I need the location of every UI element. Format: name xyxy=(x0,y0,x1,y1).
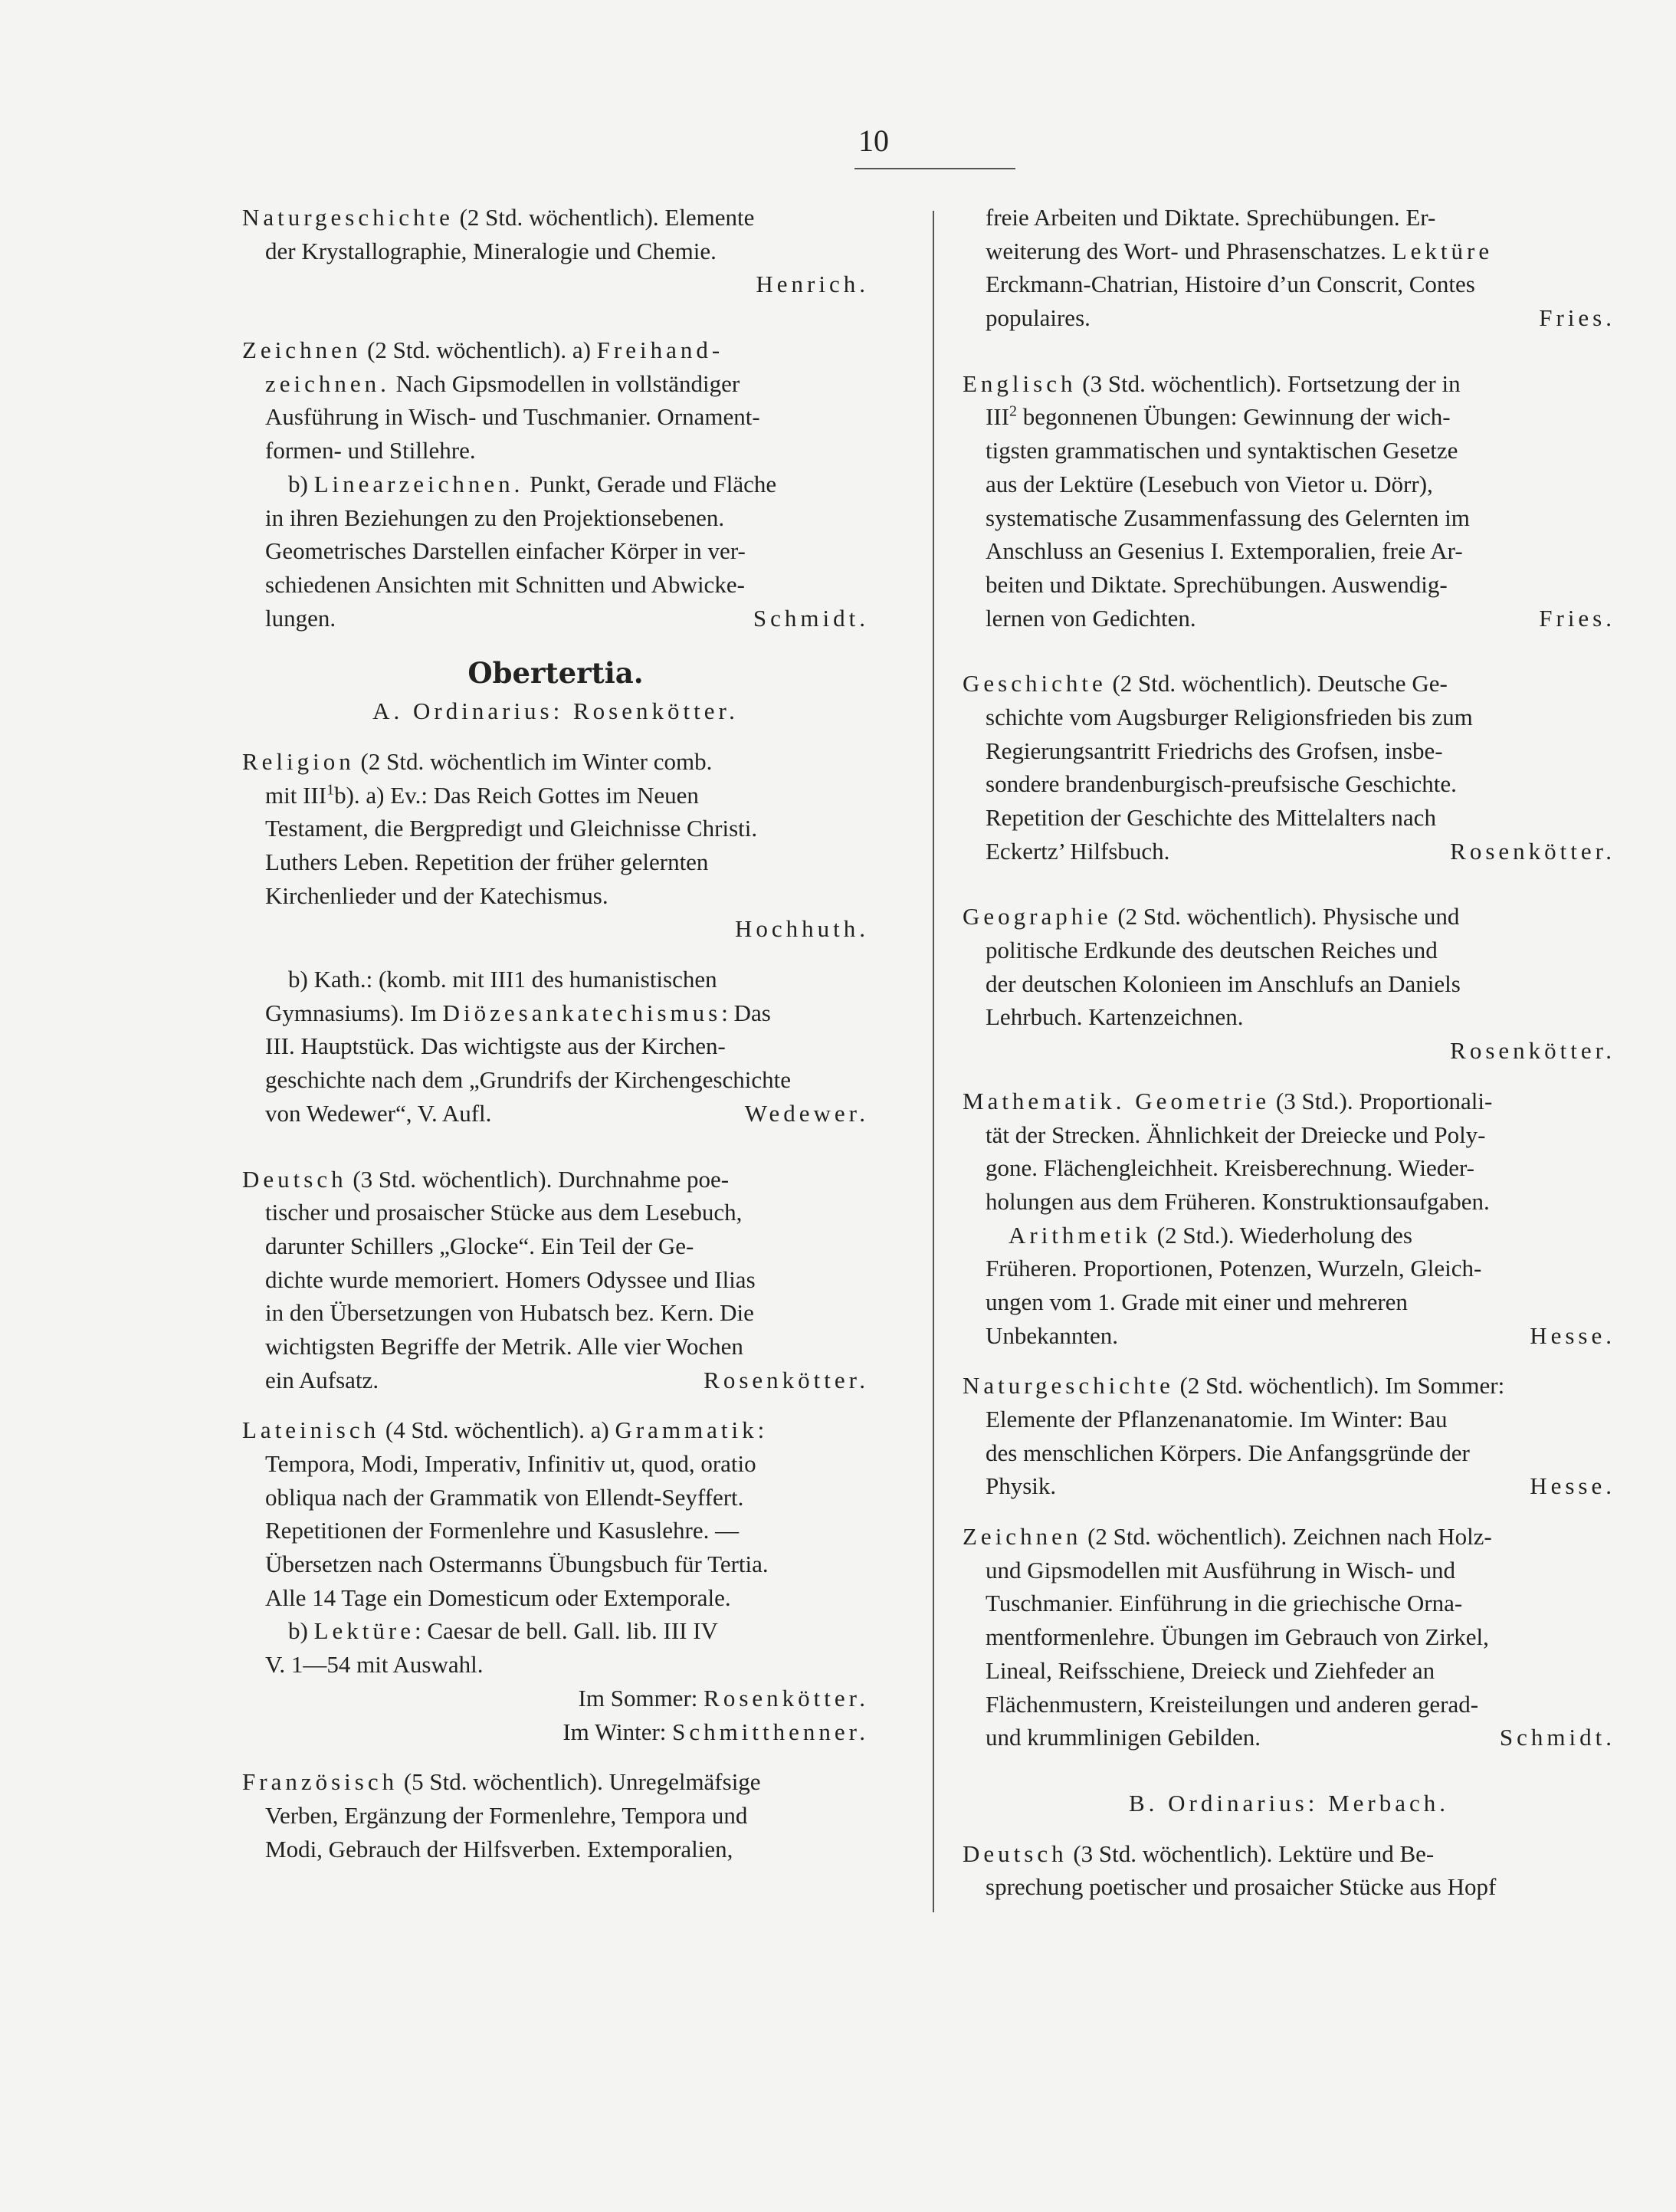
section-zeichnen xyxy=(242,333,869,635)
text-spaced: Geometrie xyxy=(1135,1087,1271,1114)
text: Ev. xyxy=(390,781,421,809)
text: (3 Std.). Proportionali- xyxy=(1270,1087,1493,1114)
text-line: Luthers Leben. Repetition der früher gelernten xyxy=(265,848,709,875)
text: (3 Std. wöchentlich). Durchnahme poe- xyxy=(346,1165,730,1193)
teacher-signature: Hesse. xyxy=(1530,1472,1615,1500)
text-line: tigsten grammatischen und syntaktischen Gesetze xyxy=(986,437,1458,464)
page-number-rule xyxy=(854,168,1015,169)
text-line: des menschlichen Körpers. Die Anfangsgründe der xyxy=(986,1439,1470,1466)
text: : (komb. mit III1 des humanistischen xyxy=(366,966,717,993)
subject-name: Geographie xyxy=(963,903,1112,930)
text-line: geschichte nach dem „Grundrifs der Kirchengeschichte xyxy=(265,1066,792,1094)
section-naturgeschichte-right xyxy=(963,1369,1615,1503)
subject-name: Naturgeschichte xyxy=(242,204,454,231)
section-geschichte xyxy=(963,667,1615,868)
text: Punkt, Gerade und Fläche xyxy=(523,470,777,497)
text-line xyxy=(242,201,869,235)
text-line: gone. Flächengleichheit. Kreisberechnung. Wieder- xyxy=(986,1154,1474,1182)
text: (3 Std. wöchentlich). Fortsetzung der in xyxy=(1076,369,1461,397)
text-line: Tuschmanier. Einführung in die griechische Orna- xyxy=(986,1590,1463,1617)
text-line: in den Übersetzungen von Hubatsch bez. Kern. Die xyxy=(265,1299,754,1327)
teacher-signature: Henrich. xyxy=(756,271,869,298)
text-line: obliqua nach der Grammatik von Ellendt-Seyffert. xyxy=(265,1483,744,1511)
teacher-signature: Hochhuth. xyxy=(734,915,869,943)
text: : xyxy=(757,1416,765,1444)
text-line: formen- und Stillehre. xyxy=(265,437,476,464)
column-divider xyxy=(933,211,934,1912)
text-line: dichte wurde memoriert. Homers Odyssee und Ilias xyxy=(265,1265,756,1293)
superscript: 1 xyxy=(326,781,335,799)
text: Im Sommer: xyxy=(578,1684,704,1712)
text-line: mentformenlehre. Übungen im Gebrauch von Zirkel, xyxy=(986,1623,1489,1651)
text: populaires. xyxy=(986,304,1091,332)
teacher-signature: Wedewer. xyxy=(744,1099,869,1127)
text: (2 Std.). Wiederholung des xyxy=(1151,1221,1412,1249)
text: (2 Std. wöchentlich). Deutsche Ge- xyxy=(1106,670,1448,697)
subject-name: Geschichte xyxy=(963,670,1107,697)
section-heading-obertertia: Obertertia. xyxy=(467,656,644,691)
text-line: Modi, Gebrauch der Hilfsverben. Extemporalien, xyxy=(265,1835,733,1862)
text: ein Aufsatz. xyxy=(265,1366,379,1393)
text-line: Repetitionen der Formenlehre und Kasuslehre. — xyxy=(265,1517,740,1544)
text: lernen von Gedichten. xyxy=(986,604,1196,632)
text-line: der deutschen Kolonieen im Anschlufs an Daniels xyxy=(986,970,1461,997)
ordinarius-b: B. Ordinarius: Merbach. xyxy=(1128,1789,1450,1817)
ordinarius-a: A. Ordinarius: Rosenkötter. xyxy=(372,697,739,725)
text: von Wedewer“, V. Aufl. xyxy=(265,1099,492,1127)
text: : Das Reich Gottes im Neuen xyxy=(421,781,699,809)
text-spaced: Linearzeichnen. xyxy=(313,470,524,497)
text-line: beiten und Diktate. Sprechübungen. Auswendig- xyxy=(986,570,1448,598)
subject-name: Lateinisch xyxy=(242,1416,380,1444)
text-line: Repetition der Geschichte des Mittelalters nach xyxy=(986,804,1436,831)
text: lungen. xyxy=(265,604,336,632)
text: (2 Std. wöchentlich). Physische und xyxy=(1111,903,1460,930)
section-mathematik xyxy=(963,1085,1615,1353)
subject-name: Französisch xyxy=(242,1768,399,1796)
text-spaced: Diözesankatechismus xyxy=(442,999,722,1026)
subject-name: Zeichnen xyxy=(242,336,362,364)
text-line: Alle 14 Tage ein Domesticum oder Extemporale. xyxy=(265,1584,731,1611)
text-line: der Krystallographie, Mineralogie und Chemie. xyxy=(265,237,717,264)
text-line: Erckmann-Chatrian, Histoire d’un Conscrit, Contes xyxy=(986,271,1475,298)
text-line: Kirchenlieder und der Katechismus. xyxy=(265,881,608,909)
teacher-signature: Rosenkötter. xyxy=(704,1366,869,1393)
text: : Caesar de bell. Gall. lib. III IV xyxy=(414,1617,718,1645)
teacher-signature: Rosenkötter. xyxy=(1450,1037,1615,1065)
text: b) xyxy=(288,470,314,497)
text-line: systematische Zusammenfassung des Gelernten im xyxy=(986,504,1470,531)
teacher-signature: Rosenkötter. xyxy=(1450,837,1615,865)
text-line: Verben, Ergänzung der Formenlehre, Tempora und xyxy=(265,1801,748,1829)
text-line: ungen vom 1. Grade mit einer und mehreren xyxy=(986,1288,1408,1315)
text: weiterung des Wort- und Phrasenschatzes. xyxy=(986,237,1392,264)
text-spaced: Arithmetik xyxy=(1009,1221,1152,1249)
text-line: schiedenen Ansichten mit Schnitten und Abwicke- xyxy=(265,570,745,598)
subject-name: Deutsch xyxy=(242,1165,347,1193)
text: (5 Std. wöchentlich). Unregelmäfsige xyxy=(398,1768,761,1796)
text: : Das xyxy=(721,999,771,1026)
text-line: aus der Lektüre (Lesebuch von Vietor u. Dörr), xyxy=(986,470,1433,497)
text-line: Anschluss an Gesenius I. Extemporalien, freie Ar- xyxy=(986,537,1463,565)
section-zeichnen-right xyxy=(963,1520,1615,1754)
text: b) xyxy=(288,1617,314,1645)
text: (2 Std. wöchentlich im Winter comb. xyxy=(354,747,713,775)
subject-name: Zeichnen xyxy=(963,1523,1082,1551)
text-line: sondere brandenburgisch-preufsische Geschichte. xyxy=(986,770,1457,798)
text-spaced: Freihand- xyxy=(596,336,724,364)
section-franzoesisch xyxy=(242,1765,869,1866)
text: b) xyxy=(288,966,314,993)
text-line: Flächenmustern, Kreisteilungen und anderen gerad- xyxy=(986,1690,1479,1718)
text-line: Elemente der Pflanzenanatomie. Im Winter: Bau xyxy=(986,1406,1448,1433)
text-line: sprechung poetischer und prosaicher Stücke aus Hopf xyxy=(986,1873,1497,1901)
text-line: freie Arbeiten und Diktate. Sprechübungen. Er- xyxy=(986,204,1436,231)
text-line: politische Erdkunde des deutschen Reiches und xyxy=(986,937,1438,964)
text: Kath. xyxy=(313,966,366,993)
subject-name: Englisch xyxy=(963,369,1077,397)
teacher-signature: Schmidt. xyxy=(1499,1724,1615,1751)
section-geographie xyxy=(963,900,1615,1067)
subject-name: Religion xyxy=(242,747,355,775)
text-line: und Gipsmodellen mit Ausführung in Wisch- und xyxy=(986,1556,1455,1584)
teacher-signature: Fries. xyxy=(1539,304,1615,332)
superscript: 2 xyxy=(1009,403,1017,421)
text: (2 Std. wöchentlich). a) xyxy=(361,336,597,364)
text: III xyxy=(986,403,1009,431)
text-line: V. 1—54 mit Auswahl. xyxy=(265,1651,484,1679)
section-naturgeschichte xyxy=(242,201,869,301)
text-line: tischer und prosaischer Stücke aus dem Lesebuch, xyxy=(265,1199,743,1226)
text: b). a) xyxy=(334,781,391,809)
teacher-signature: Hesse. xyxy=(1530,1321,1615,1349)
text-spaced: Lektüre xyxy=(313,1617,415,1645)
teacher-signature: Fries. xyxy=(1539,604,1615,632)
text: und krummlinigen Gebilden. xyxy=(986,1724,1261,1751)
section-englisch xyxy=(963,367,1615,635)
text-line: Früheren. Proportionen, Potenzen, Wurzeln, Gleich- xyxy=(986,1255,1482,1282)
text: Unbekannten. xyxy=(986,1321,1119,1349)
teacher-signature: Schmitthenner. xyxy=(672,1718,869,1745)
section-franzoesisch-cont xyxy=(963,201,1615,335)
text-line: schichte vom Augsburger Religionsfrieden bis zum xyxy=(986,703,1473,730)
text-line: Ausführung in Wisch- und Tuschmanier. Ornament- xyxy=(265,403,760,431)
left-column xyxy=(242,201,869,1866)
text: begonnenen Übungen: Gewinnung der wich- xyxy=(1016,403,1451,431)
text-spaced: zeichnen. xyxy=(265,369,390,397)
text-line: Lehrbuch. Kartenzeichnen. xyxy=(986,1003,1244,1031)
text: Gymnasiums). Im xyxy=(265,999,443,1026)
section-deutsch xyxy=(242,1163,869,1397)
subject-name: Deutsch xyxy=(963,1840,1068,1867)
text-line: Regierungsantritt Friedrichs des Grofsen, insbe- xyxy=(986,737,1443,764)
text: mit III xyxy=(265,781,327,809)
text-spaced: Grammatik xyxy=(615,1416,758,1444)
text: (2 Std. wöchentlich). Zeichnen nach Holz- xyxy=(1081,1523,1492,1551)
text: (3 Std. wöchentlich). Lektüre und Be- xyxy=(1067,1840,1435,1867)
text-line: Lineal, Reifsschiene, Dreieck und Ziehfeder an xyxy=(986,1656,1435,1684)
page-number: 10 xyxy=(858,123,889,158)
text-line: tät der Strecken. Ähnlichkeit der Dreiecke und Poly- xyxy=(986,1121,1486,1148)
text: Eckertz’ Hilfsbuch. xyxy=(986,837,1170,865)
text-line: Übersetzen nach Ostermanns Übungsbuch für Tertia. xyxy=(265,1551,769,1578)
text: (2 Std. wöchentlich). Elemente xyxy=(453,204,755,231)
section-religion xyxy=(242,745,869,1131)
text-line: holungen aus dem Früheren. Konstruktionsaufgaben. xyxy=(986,1187,1490,1215)
text-line: darunter Schillers „Glocke“. Ein Teil der Ge- xyxy=(265,1232,694,1259)
text: (2 Std. wöchentlich). Im Sommer: xyxy=(1173,1372,1505,1400)
text: Physik. xyxy=(986,1472,1057,1500)
subject-name: Mathematik. xyxy=(963,1087,1136,1114)
teacher-signature: Schmidt. xyxy=(753,604,869,632)
text-line: wichtigsten Begriffe der Metrik. Alle vier Wochen xyxy=(265,1332,743,1360)
text: (4 Std. wöchentlich). a) xyxy=(379,1416,615,1444)
text-line: Geometrisches Darstellen einfacher Körper in ver- xyxy=(265,537,746,565)
text-line: Tempora, Modi, Imperativ, Infinitiv ut, quod, oratio xyxy=(265,1450,756,1477)
text-line: in ihren Beziehungen zu den Projektionsebenen. xyxy=(265,504,725,531)
text: Im Winter: xyxy=(562,1718,673,1745)
text: Nach Gipsmodellen in vollständiger xyxy=(389,369,740,397)
text-line: Testament, die Bergpredigt und Gleichnisse Christi. xyxy=(265,815,758,842)
section-deutsch-b xyxy=(963,1837,1615,1904)
text-line: III. Hauptstück. Das wichtigste aus der Kirchen- xyxy=(265,1032,726,1060)
subject-name: Naturgeschichte xyxy=(963,1372,1174,1400)
right-column xyxy=(963,201,1615,1904)
text-spaced: Lektüre xyxy=(1392,237,1494,264)
teacher-signature: Rosenkötter. xyxy=(704,1684,869,1712)
section-lateinisch xyxy=(242,1413,869,1748)
